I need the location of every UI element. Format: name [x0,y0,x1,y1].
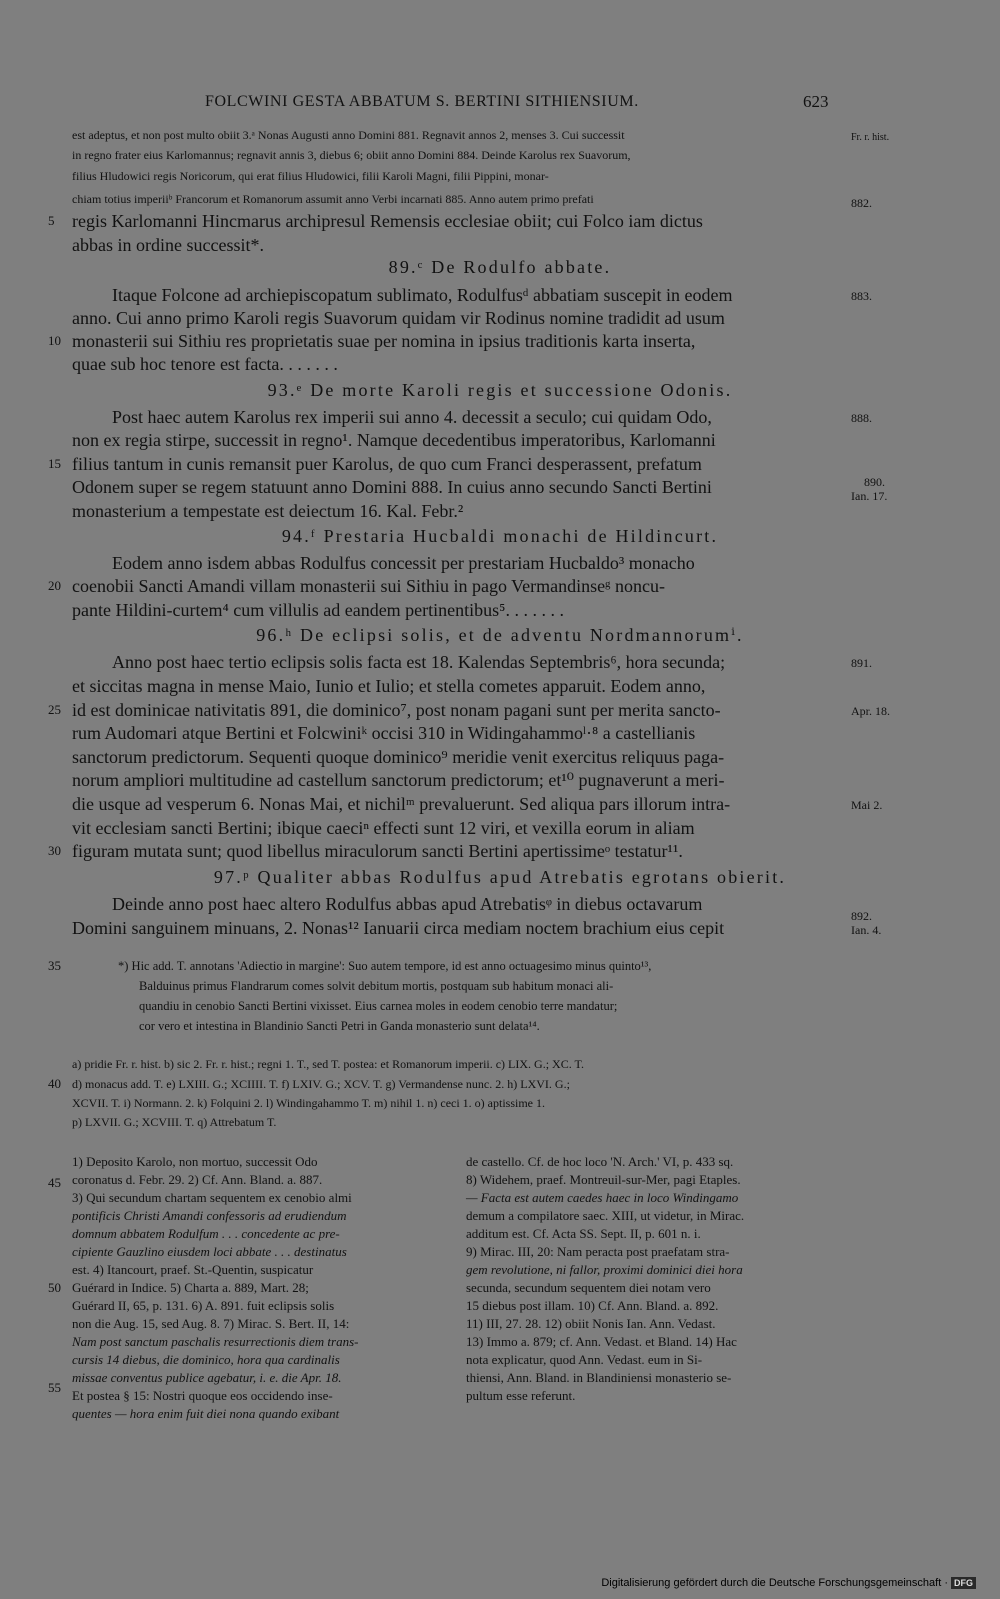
line-number: 35 [48,958,61,973]
footnote-line: Et postea § 15: Nostri quoque eos occidendo inse- [72,1388,333,1403]
footnote-line: est. 4) Itancourt, praef. St.-Quentin, suspicatur [72,1262,314,1277]
text-line: id est dominicae nativitatis 891, die dominico⁷, post nonam pagani sunt per merita sancto- [72,700,721,720]
text-line: Odonem super se regem statuunt anno Domini 888. In cuius anno secundo Sancti Bertini [72,477,712,497]
footnote-line: secunda, secundum sequentem diei notam vero [466,1280,711,1295]
line-number: 5 [48,213,55,228]
variant-line: d) monacus add. T. e) LXIII. G.; XCIIII. T. f) LXIV. G.; XCV. T. g) Vermandense nunc. 2. h) LXVI. G.; [72,1077,570,1091]
footnote-line: nota explicatur, quod Ann. Vedast. eum in Si- [466,1352,703,1367]
footnote-line: gem revolutione, ni fallor, proximi dominici diei hora [466,1262,743,1277]
text-line: Anno post haec tertio eclipsis solis facta est 18. Kalendas Septembris⁶, hora secunda; [112,652,726,672]
margin-note: 883. [851,289,872,303]
text-line: Post haec autem Karolus rex imperii sui anno 4. decessit a seculo; cui quidam Odo, [112,407,712,427]
margin-note: 888. [851,411,872,425]
text-line: anno. Cui anno primo Karoli regis Suavorum quidam vir Rodinus nomine tradidit ad usum [72,308,725,328]
margin-note: Ian. 4. [851,923,882,937]
text-line: quae sub hoc tenore est facta. . . . . . . [72,354,338,374]
dfg-logo: DFG [951,1577,976,1589]
chapter-heading: 89.ᶜ De Rodulfo abbate. [388,257,612,277]
margin-note: 891. [851,656,872,670]
footnote-line: additum est. Cf. Acta SS. Sept. II, p. 601 n. i. [466,1226,701,1241]
footnote-line: de castello. Cf. de hoc loco 'N. Arch.' VI, p. 433 sq. [466,1154,734,1169]
text-line: die usque ad vesperum 6. Nonas Mai, et nichilᵐ prevaluerunt. Sed aliqua pars illorum intra- [72,794,731,814]
footnote-line: Guérard in Indice. 5) Charta a. 889, Mart. 28; [72,1280,309,1295]
line-number: 50 [48,1280,61,1295]
footnote-line: non die Aug. 15, sed Aug. 8. 7) Mirac. S. Bert. II, 14: [72,1316,350,1331]
text-line: Deinde anno post haec altero Rodulfus abbas apud Atrebatisᵠ in diebus octavarum [112,894,703,914]
text-line: filius tantum in cunis remansit puer Karolus, de quo cum Franci desperassent, prefatum [72,454,702,474]
chapter-heading: 96.ʰ De eclipsi solis, et de adventu Nordmannorumⁱ. [256,625,744,645]
text-line: vit ecclesiam sancti Bertini; ibique caeciⁿ effecti sunt 12 viri, et vexilla eorum in aliam [72,818,695,838]
footnote-line: 8) Widehem, praef. Montreuil-sur-Mer, pagi Etaples. [466,1172,741,1187]
footnote-line: thiensi, Ann. Bland. in Blandiniensi monasterio se- [466,1370,732,1385]
variant-line: p) LXVII. G.; XCVIII. T. q) Attrebatum T. [72,1115,277,1129]
footnote-line: 11) III, 27. 28. 12) obiit Nonis Ian. Ann. Vedast. [466,1316,716,1331]
addition-note-line: quandiu in cenobio Sancti Bertini vixisset. Eius carnea moles in eodem cenobio terre mandatur; [139,999,618,1013]
footnote-line: cipiente Gauzlino eiusdem loci abbate . . . destinatus [72,1244,347,1259]
text-line: sanctorum predictorum. Sequenti quoque dominico⁹ meridie venit exercitus reliquus paga- [72,747,725,767]
margin-note: Apr. 18. [851,704,890,718]
margin-note: Mai 2. [851,798,883,812]
digitization-credit [601,1577,976,1589]
text-line: et siccitas magna in mense Maio, Iunio et Iulio; et stella cometes apparuit. Eodem anno, [72,676,706,696]
margin-note: Fr. r. hist. [851,132,890,143]
footnote-line: 9) Mirac. III, 20: Nam peracta post praefatam stra- [466,1244,730,1259]
footnote-line: pontificis Christi Amandi confessoris ad erudiendum [72,1208,347,1223]
footnotes-left-column [72,1153,452,1423]
text-line: est adeptus, et non post multo obiit 3.ᵃ Nonas Augusti anno Domini 881. Regnavit annos 2, menses 3. Cui successit [72,128,625,142]
line-number: 40 [48,1076,61,1091]
footnote-line: Nam post sanctum paschalis resurrectionis diem trans- [72,1334,359,1349]
credit-text: Digitalisierung gefördert durch die Deutsche Forschungsgemeinschaft · [601,1577,948,1589]
footnote-line: 13) Immo a. 879; cf. Ann. Vedast. et Bland. 14) Hac [466,1334,737,1349]
text-line: Domini sanguinem minuans, 2. Nonas¹² Ianuarii circa mediam noctem brachium eius cepit [72,918,725,938]
line-number: 25 [48,702,61,717]
running-title: FOLCWINI GESTA ABBATUM S. BERTINI SITHIENSIUM. [205,93,639,110]
variant-line: XCVII. T. i) Normann. 2. k) Folquini 2. l) Windingahammo T. m) nihil 1. n) ceci 1. o) aptissime 1. [72,1096,546,1110]
line-number: 20 [48,578,61,593]
footnote-line: missae conventus publice agebatur, i. e. die Apr. 18. [72,1370,342,1385]
text-line: non ex regia stirpe, successit in regno¹. Namque decedentibus imperatoribus, Karlomanni [72,430,716,450]
text-line: regis Karlomanni Hincmarus archipresul Remensis ecclesiae obiit; cui Folco iam dictus [72,211,703,231]
line-number: 30 [48,843,61,858]
text-line: in regno frater eius Karlomannus; regnavit annis 3, diebus 6; obiit anno Domini 884. Deinde Karolus rex Suavorum, [72,148,631,162]
line-number: 10 [48,333,61,348]
text-line: monasterii sui Sithiu res proprietatis suae per nomina in ipsius traditionis karta inserta, [72,331,696,351]
text-line: monasterium a tempestate est deiectum 16. Kal. Febr.² [72,501,464,521]
margin-note: 890. [864,475,885,489]
margin-note: 892. [851,909,872,923]
footnote-line: 3) Qui secundum chartam sequentem ex cenobio almi [72,1190,352,1205]
footnote-line: 15 diebus post illam. 10) Cf. Ann. Bland. a. 892. [466,1298,719,1313]
text-line: coenobii Sancti Amandi villam monasterii sui Sithiu in pago Vermandinseᵍ noncu- [72,576,665,596]
line-number: 15 [48,456,61,471]
margin-note: 882. [851,196,872,210]
addition-note-line: *) Hic add. T. annotans 'Adiectio in margine': Suo autem tempore, id est anno octuagesimo minus quinto¹³, [118,959,652,973]
text-line: abbas in ordine successit*. [72,235,264,255]
chapter-heading: 93.ᵉ De morte Karoli regis et successione Odonis. [267,380,733,400]
text-line: norum ampliori multitudine ad castellum sanctorum predictorum; et¹⁰ pugnaverunt a meri- [72,770,725,790]
footnote-line: coronatus d. Febr. 29. 2) Cf. Ann. Bland. a. 887. [72,1172,323,1187]
text-line: figuram mutata sunt; quod libellus miraculorum sancti Bertini apertissimeᵒ testatur¹¹. [72,841,683,861]
text-line: rum Audomari atque Bertini et Folcwiniᵏ occisi 310 in Widingahammoˡ·⁸ a castellianis [72,723,696,743]
addition-note-line: Balduinus primus Flandrarum comes solvit debitum mortis, postquam sub habitum monaci ali- [139,979,614,993]
footnote-line: demum a compilatore saec. XIII, ut videtur, in Mirac. [466,1208,745,1223]
addition-note-line: cor vero et intestina in Blandinio Sancti Petri in Ganda monasterio sunt delata¹⁴. [139,1019,540,1033]
text-line: Eodem anno isdem abbas Rodulfus concessit per prestariam Hucbaldo³ monacho [112,553,695,573]
footnotes-right-column [466,1153,846,1405]
footnote-line: quentes — hora enim fuit diei nona quando exibant [72,1406,340,1421]
margin-note: Ian. 17. [851,489,888,503]
line-number: 55 [48,1380,61,1395]
footnote-line: domnum abbatem Rodulfum . . . concedente ac pre- [72,1226,340,1241]
chapter-heading: 97.ᵖ Qualiter abbas Rodulfus apud Atrebatis egrotans obierit. [213,867,787,887]
footnote-line: Guérard II, 65, p. 131. 6) A. 891. fuit eclipsis solis [72,1298,335,1313]
text-line: pante Hildini-curtem⁴ cum villulis ad eandem pertinentibus⁵. . . . . . . [72,600,564,620]
text-line: chiam totius imperiiᵇ Francorum et Romanorum assumit anno Verbi incarnati 885. Anno autem primo prefati [72,192,594,206]
chapter-heading: 94.ᶠ Prestaria Hucbaldi monachi de Hildincurt. [281,526,719,546]
footnote-line: — Facta est autem caedes haec in loco Windingamo [466,1190,739,1205]
text-line: filius Hludowici regis Noricorum, qui erat filius Hludowici, filii Karoli Magni, filii Pippini, monar- [72,169,549,183]
text-line: Itaque Folcone ad archiepiscopatum sublimato, Rodulfusᵈ abbatiam suscepit in eodem [112,285,733,305]
footnote-line: pultum esse referunt. [466,1388,576,1403]
footnote-line: cursis 14 diebus, die dominico, hora qua cardinalis [72,1352,340,1367]
footnote-line: 1) Deposito Karolo, non mortuo, successit Odo [72,1154,318,1169]
page-number: 623 [803,92,829,111]
variant-line: a) pridie Fr. r. hist. b) sic 2. Fr. r. hist.; regni 1. T., sed T. postea: et Romanorum imperii. c) LIX. G.; XC. T. [72,1057,584,1071]
line-number: 45 [48,1175,61,1190]
